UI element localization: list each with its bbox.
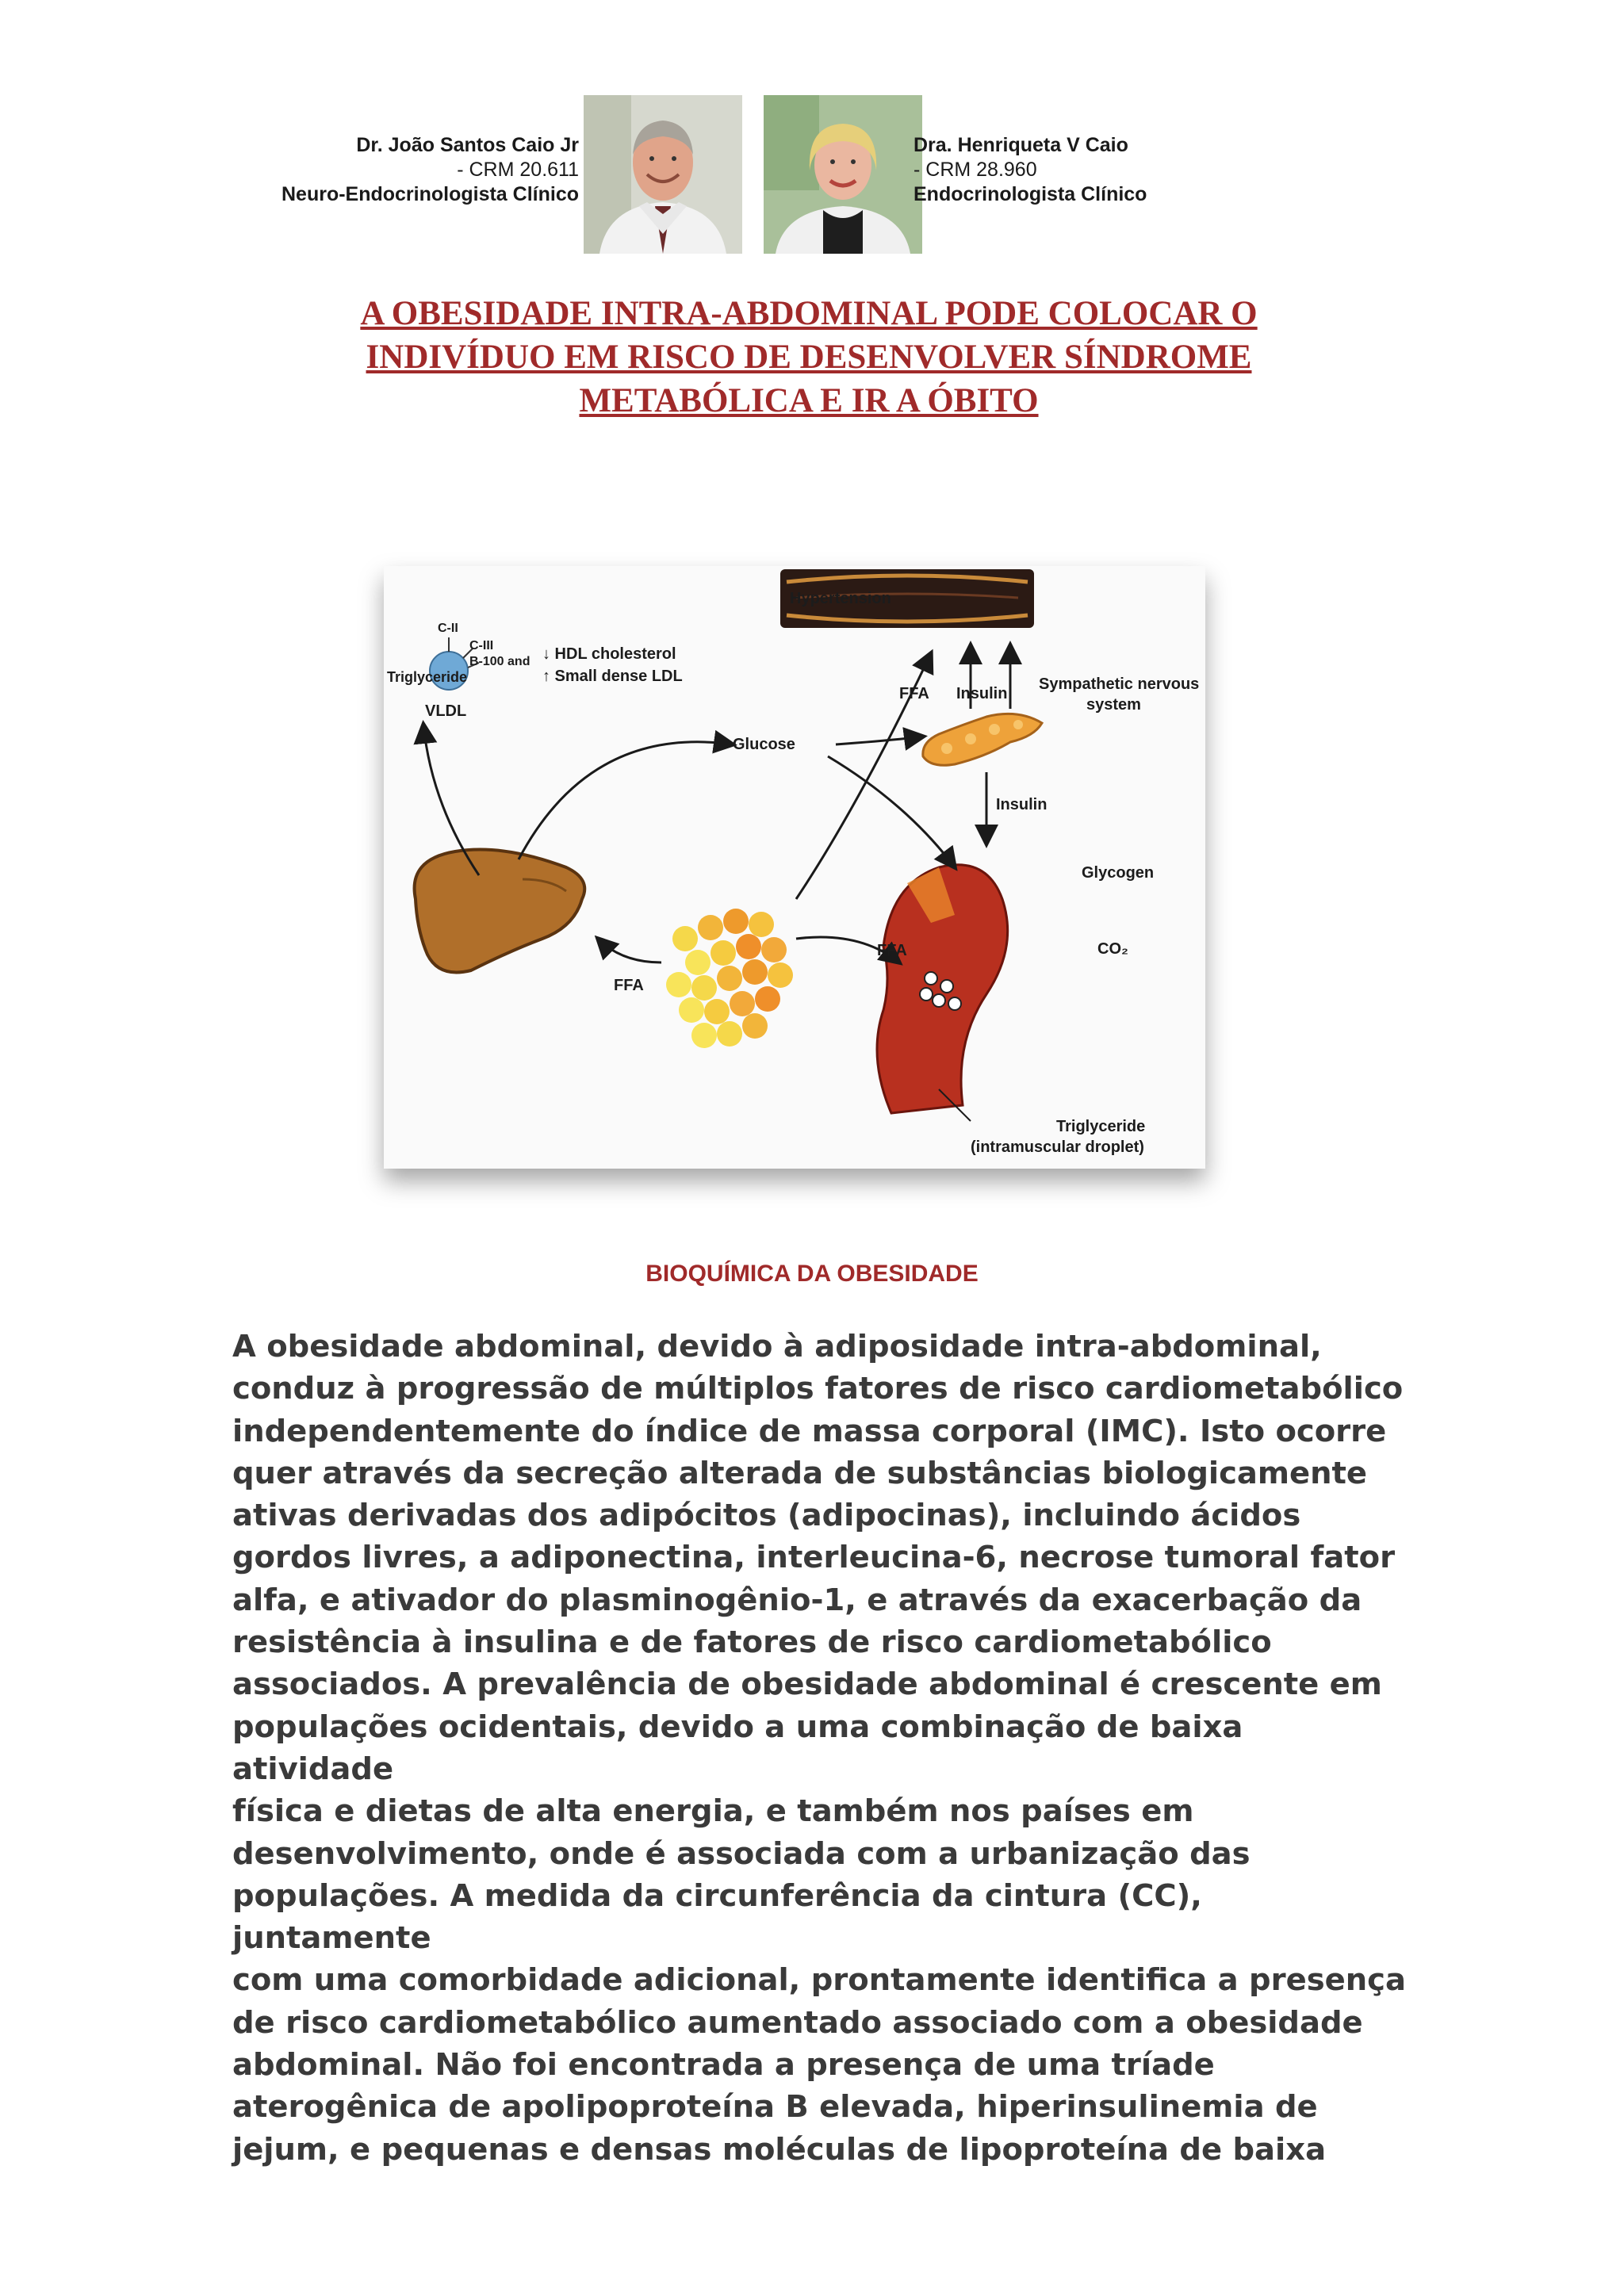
metabolic-diagram	[384, 566, 1205, 1169]
right-doctor-crm: - CRM 28.960	[914, 159, 1037, 181]
pancreas-icon	[923, 714, 1042, 765]
label-insulin-mid: Insulin	[996, 796, 1048, 813]
left-doctor-photo	[584, 95, 742, 254]
body-line: de risco cardiometabólico aumentado associado com a obesidade	[232, 2004, 1363, 2041]
left-doctor-crm: - CRM 20.611	[457, 159, 579, 181]
label-glucose: Glucose	[733, 736, 795, 753]
label-c3: C-III	[469, 639, 494, 652]
glucose-to-muscle-arrow	[828, 756, 955, 867]
label-insulin-top: Insulin	[956, 685, 1008, 702]
label-c2: C-II	[438, 622, 458, 635]
liver-icon	[415, 850, 585, 973]
adipose-tissue-icon	[666, 909, 793, 1048]
left-doctor-specialty: Neuro-Endocrinologista Clínico	[281, 183, 579, 205]
right-doctor-info	[914, 133, 1254, 207]
label-sns-2: system	[1086, 696, 1141, 714]
body-line: jejum, e pequenas e densas moléculas de lipoproteína de baixa	[232, 2131, 1327, 2168]
liver-to-glucose-arrow	[519, 742, 733, 859]
title-line-3: METABÓLICA E IR A ÓBITO	[579, 382, 1039, 419]
label-ldl: ↑ Small dense LDL	[542, 668, 683, 685]
body-line: ativas derivadas dos adipócitos (adipocinas), incluindo ácidos	[232, 1498, 1301, 1534]
right-doctor-specialty: Endocrinologista Clínico	[914, 183, 1147, 205]
body-line: abdominal. Não foi encontrada a presença de uma tríade	[232, 2047, 1215, 2084]
right-doctor-name: Dra. Henriqueta V Caio	[914, 134, 1128, 156]
muscle-icon	[877, 865, 1008, 1113]
title-line-1: A OBESIDADE INTRA-ABDOMINAL PODE COLOCAR O	[360, 295, 1258, 332]
label-ffa-right: FFA	[877, 942, 907, 959]
label-glycogen: Glycogen	[1082, 864, 1155, 882]
label-triglyceride-vldl: Triglyceride	[387, 669, 468, 685]
body-line: resistência à insulina e de fatores de risco cardiometabólico	[232, 1624, 1272, 1661]
body-line: quer através da secreção alterada de substâncias biologicamente	[232, 1455, 1368, 1491]
body-line: populações. A medida da circunferência da cintura (CC), juntamente	[232, 1877, 1202, 1957]
body-line: conduz à progressão de múltiplos fatores de risco cardiometabólico	[232, 1371, 1404, 1407]
man-portrait-icon	[584, 95, 742, 254]
left-doctor-info	[238, 133, 579, 207]
woman-portrait-icon	[764, 95, 922, 254]
body-line: aterogênica de apolipoproteína B elevada, hiperinsulinemia de	[232, 2089, 1318, 2126]
label-vldl: VLDL	[425, 702, 467, 720]
glucose-to-pancreas-arrow	[836, 737, 923, 744]
label-hdl: ↓ HDL cholesterol	[542, 645, 676, 663]
body-line: independentemente do índice de massa corporal (IMC). Isto ocorre	[232, 1413, 1387, 1449]
label-ffa-top: FFA	[899, 685, 929, 702]
label-sns: Sympathetic nervous	[1039, 675, 1200, 693]
body-line: associados. A prevalência de obesidade abdominal é crescente em	[232, 1667, 1382, 1703]
body-line: física e dietas de alta energia, e também nos países em	[232, 1793, 1194, 1830]
label-b100: B-100 and	[469, 655, 530, 668]
body-line: A obesidade abdominal, devido à adiposidade intra-abdominal,	[232, 1329, 1322, 1364]
left-doctor-name: Dr. João Santos Caio Jr	[356, 134, 579, 156]
label-hypertension: Hypertension	[790, 590, 891, 607]
title-line-2: INDIVÍDUO EM RISCO DE DESENVOLVER SÍNDROME	[366, 339, 1252, 376]
label-co2: CO₂	[1097, 940, 1128, 958]
page-title	[262, 292, 1356, 423]
ffa-to-liver-arrow	[598, 939, 661, 962]
body-paragraph	[232, 1326, 1406, 2171]
right-doctor-photo	[764, 95, 922, 254]
label-ffa-left: FFA	[614, 977, 644, 994]
body-line: populações ocidentais, devido a uma combinação de baixa atividade	[232, 1709, 1243, 1787]
body-line: com uma comorbidade adicional, prontamente identifica a presença	[232, 1962, 1406, 1999]
body-line: alfa, e ativador do plasminogênio-1, e através da exacerbação da	[232, 1582, 1362, 1618]
body-line: desenvolvimento, onde é associada com a urbanização das	[232, 1835, 1251, 1872]
body-line: gordos livres, a adiponectina, interleucina-6, necrose tumoral fator	[232, 1540, 1396, 1576]
label-triglyceride-bottom: Triglyceride	[1056, 1118, 1146, 1135]
label-intramuscular: (intramuscular droplet)	[971, 1138, 1144, 1156]
section-heading: BIOQUÍMICA DA OBESIDADE	[645, 1261, 979, 1287]
